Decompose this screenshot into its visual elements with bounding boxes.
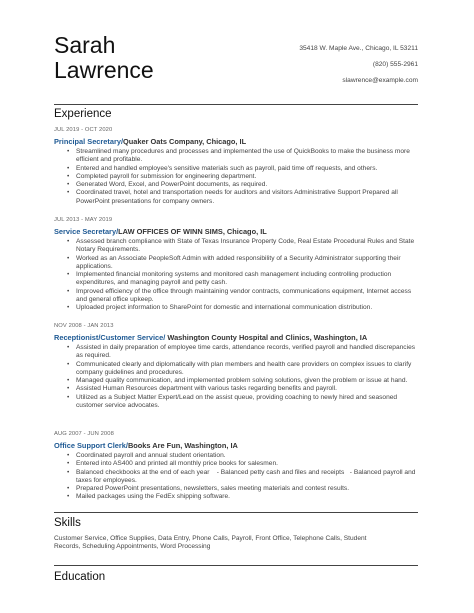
list-item: • Uploaded project information to SharePoint for domestic and international communication distribution. bbox=[76, 304, 418, 312]
job-entry bbox=[54, 126, 418, 206]
list-item: • Utilized as a Subject Matter Expert/Lead on the assist queue, providing coaching to newly hired and seasoned customer service advocates. bbox=[76, 394, 418, 411]
job-title: Receptionist/Customer Service bbox=[54, 333, 164, 342]
job-company: Quaker Oats Company, Chicago, IL bbox=[123, 137, 247, 146]
list-item: • Improved efficiency of the office through maintaining vendor contracts, communications equipment, Internet access and general office upkeep. bbox=[76, 288, 418, 305]
list-item: • Worked as an Associate PeopleSoft Admin with added responsibility of a Security Administrator supporting their applications. bbox=[76, 255, 418, 272]
job-dates: JUL 2019 - OCT 2020 bbox=[54, 127, 113, 133]
list-item: • Generated Word, Excel, and PowerPoint documents, as required. bbox=[76, 181, 418, 189]
email: slawrence@example.com bbox=[342, 77, 418, 84]
job-company: LAW OFFICES OF WINN SIMS, Chicago, IL bbox=[118, 227, 267, 236]
candidate-name bbox=[54, 33, 154, 83]
list-item: • Coordinated travel, hotel and transportation needs for auditors and visitors Administrative Support Prepared all PowerPoint presentations for company owners. bbox=[76, 189, 418, 206]
education-divider bbox=[54, 565, 418, 566]
list-item: • Communicated clearly and diplomatically with plan members and health care providers on complex issues to clarify company guidelines and procedures. bbox=[76, 361, 418, 378]
list-item: • Balanced checkbooks at the end of each year - Balanced petty cash and files and receipts - Balanced payroll and taxes for employees. bbox=[76, 469, 418, 486]
job-dates: JUL 2013 - MAY 2019 bbox=[54, 217, 113, 223]
list-item: • Managed quality communication, and implemented problem solving solutions, given the problem or issue at hand. bbox=[76, 377, 418, 385]
contact-block bbox=[299, 41, 418, 89]
job-duties bbox=[54, 148, 418, 206]
list-item: • Assisted in daily preparation of employee time cards, attendance records, verified payroll and handled discrepancies as required. bbox=[76, 344, 418, 361]
list-item: • Assessed branch compliance with State of Texas Insurance Property Code, Real Estate Procedural Rules and State Notary Requirements. bbox=[76, 238, 418, 255]
job-separator: / bbox=[163, 333, 168, 342]
job-separator: / bbox=[125, 441, 128, 450]
list-item: • Entered and handled employee's sensitive materials such as payroll, paid time off requests, and others. bbox=[76, 165, 418, 173]
header-divider bbox=[54, 104, 418, 105]
last-name: Lawrence bbox=[54, 57, 154, 83]
list-item: • Completed payroll for submission for engineering department. bbox=[76, 173, 418, 181]
job-heading bbox=[54, 136, 418, 147]
job-entry bbox=[54, 216, 418, 313]
job-dates: AUG 2007 - JUN 2008 bbox=[54, 431, 114, 437]
first-name: Sarah bbox=[54, 32, 116, 58]
list-item: • Prepared PowerPoint presentations, newsletters, sales meeting materials and contest results. bbox=[76, 485, 418, 493]
experience-heading: Experience bbox=[54, 108, 112, 120]
skills-heading: Skills bbox=[54, 517, 81, 529]
job-title: Principal Secretary bbox=[54, 137, 121, 146]
job-separator: / bbox=[116, 227, 119, 236]
job-company: Books Are Fun, Washington, IA bbox=[127, 441, 238, 450]
job-dates: NOV 2008 - JAN 2013 bbox=[54, 323, 114, 329]
job-company: Washington County Hospital and Clinics, Washington, IA bbox=[167, 333, 368, 342]
address: 35418 W. Maple Ave., Chicago, IL 53211 bbox=[299, 45, 418, 52]
job-heading bbox=[54, 226, 418, 237]
job-entry bbox=[54, 322, 418, 410]
job-duties bbox=[54, 452, 418, 502]
job-heading bbox=[54, 332, 418, 343]
phone: (820) 555-2961 bbox=[372, 61, 418, 68]
skills-divider bbox=[54, 512, 418, 513]
list-item: • Implemented financial monitoring systems and monitored cash management including controlling production expenditures, and managing payroll and petty cash. bbox=[76, 271, 418, 288]
list-item: • Streamlined many procedures and processes and implemented the use of QuickBooks to make the business more efficient and profitable. bbox=[76, 148, 418, 165]
job-duties bbox=[54, 238, 418, 313]
job-separator: / bbox=[120, 137, 124, 146]
list-item: • Assisted Human Resources department with various tasks regarding benefits and payroll. bbox=[76, 385, 418, 393]
list-item: • Coordinated payroll and annual student orientation. bbox=[76, 452, 418, 460]
job-heading bbox=[54, 440, 418, 451]
education-heading: Education bbox=[54, 571, 106, 583]
list-item: • Entered into AS400 and printed all monthly price books for salesmen. bbox=[76, 460, 418, 468]
job-title: Office Support Clerk bbox=[54, 441, 126, 450]
job-title: Service Secretary bbox=[54, 227, 117, 236]
skills-list: Customer Service, Office Supplies, Data Entry, Phone Calls, Payroll, Front Office, Telephone Calls, Student Records, Scheduling Appointments, Word Processing bbox=[54, 535, 367, 551]
job-duties bbox=[54, 344, 418, 410]
list-item: • Mailed packages using the FedEx shipping software. bbox=[76, 493, 418, 501]
job-entry bbox=[54, 430, 418, 502]
